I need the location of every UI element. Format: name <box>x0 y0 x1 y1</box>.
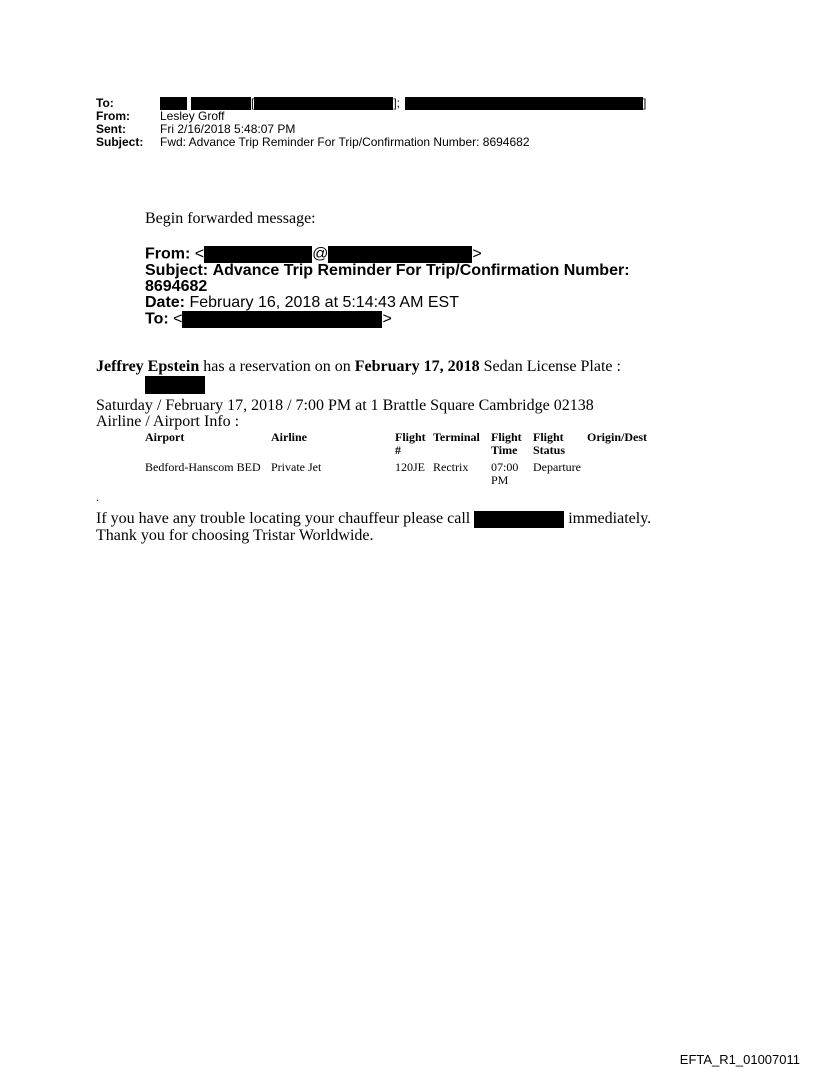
redaction-block <box>474 511 564 528</box>
fwd-date-row <box>145 295 665 311</box>
col-header-airline: Airline <box>271 430 307 444</box>
fwd-to-label: To: <box>145 310 169 328</box>
fwd-from-close: > <box>472 245 482 263</box>
fwd-from-at: @ <box>312 245 329 263</box>
reservation-text: has a reservation on on <box>203 358 351 375</box>
passenger-name: Jeffrey Epstein <box>96 358 200 375</box>
forwarded-intro: Begin forwarded message: <box>145 210 316 227</box>
trouble-line <box>96 510 651 528</box>
fwd-date-value: February 16, 2018 at 5:14:43 AM EST <box>189 294 459 311</box>
col-header-origin-dest: Origin/Dest <box>587 430 647 444</box>
to-bracket-open: [ <box>251 96 255 110</box>
col-header-flight-number: Flight # <box>395 430 426 457</box>
cell-flight-status: Departure <box>533 460 581 474</box>
redaction-block <box>145 376 205 394</box>
to-bracket-close: ] <box>643 96 647 110</box>
fwd-from-row <box>145 246 665 263</box>
to-value <box>160 97 646 110</box>
subject-value: Fwd: Advance Trip Reminder For Trip/Confirmation Number: 8694682 <box>160 135 530 149</box>
fwd-to-close: > <box>382 310 392 328</box>
cell-airline: Private Jet <box>271 460 322 474</box>
col-header-airport: Airport <box>145 430 185 444</box>
fwd-subject-row-2 <box>145 279 665 295</box>
flight-table <box>143 431 651 487</box>
document-id: EFTA_R1_01007011 <box>679 1052 800 1067</box>
fwd-to-open: < <box>173 310 183 328</box>
separator-dot: . <box>96 490 99 504</box>
forwarded-header <box>145 246 665 328</box>
reservation-date: February 17, 2018 <box>354 358 480 375</box>
cell-origin-dest <box>585 459 651 487</box>
to-label: To: <box>96 96 114 110</box>
email-header <box>96 97 646 149</box>
trip-line: Saturday / February 17, 2018 / 7:00 PM at 1 Brattle Square Cambridge 02138 <box>96 397 594 414</box>
cell-flight-number: 120JE <box>395 460 425 474</box>
cell-terminal: Rectrix <box>433 460 469 474</box>
col-header-flight-time: Flight Time <box>491 430 522 457</box>
sent-label: Sent: <box>96 122 126 136</box>
subject-label: Subject: <box>96 135 144 149</box>
fwd-subject-label: Subject: <box>145 262 209 279</box>
redaction-block <box>405 97 643 110</box>
redaction-block <box>204 246 312 263</box>
fwd-subject-row <box>145 263 665 279</box>
redaction-block <box>328 246 472 263</box>
fwd-subject-number: 8694682 <box>145 278 208 295</box>
fwd-subject-value: Advance Trip Reminder For Trip/Confirmation Number: <box>212 262 630 279</box>
trouble-suffix: immediately. <box>568 510 652 527</box>
flight-table-header <box>143 431 651 459</box>
trouble-text: If you have any trouble locating your chauffeur please call <box>96 510 471 527</box>
table-row <box>143 459 651 487</box>
sent-value: Fri 2/16/2018 5:48:07 PM <box>160 122 296 136</box>
subject-row <box>96 136 646 149</box>
fwd-date-label: Date: <box>145 294 186 311</box>
col-header-flight-status: Flight Status <box>533 430 566 457</box>
thanks-line: Thank you for choosing Tristar Worldwide. <box>96 527 374 544</box>
from-value: Lesley Groff <box>160 109 225 123</box>
redaction-block <box>182 311 382 328</box>
fwd-from-label: From: <box>145 245 191 263</box>
redaction-block <box>254 97 393 110</box>
cell-flight-time: 07:00 PM <box>491 460 519 487</box>
fwd-to-row <box>145 311 665 328</box>
reservation-line <box>96 358 621 376</box>
vehicle-text: Sedan License Plate : <box>483 358 621 375</box>
cell-airport: Bedford-Hanscom BED <box>145 460 261 474</box>
airline-info-label: Airline / Airport Info : <box>96 413 240 430</box>
col-header-terminal: Terminal <box>433 430 480 444</box>
from-label: From: <box>96 109 130 123</box>
to-bracket-sep: ]; <box>393 96 401 110</box>
fwd-from-open: < <box>194 245 205 263</box>
